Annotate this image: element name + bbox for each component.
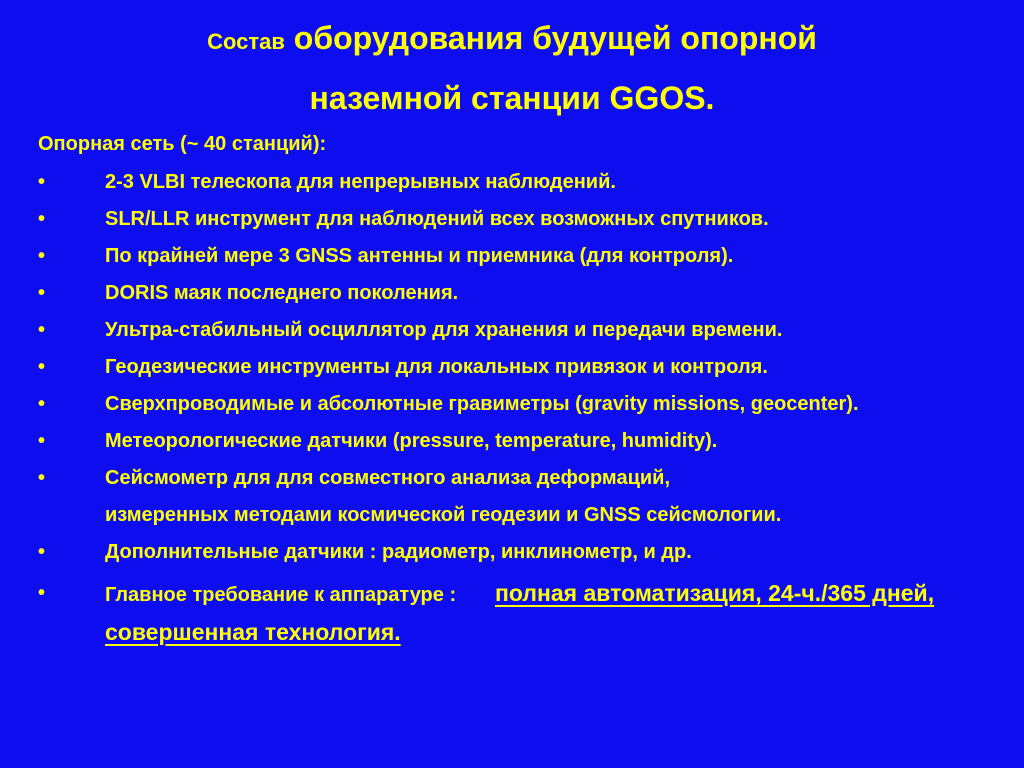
list-item [38,423,998,460]
list-item-requirement [38,575,998,653]
bullet-list [38,164,998,653]
bullet-icon: • [38,356,46,378]
list-item [38,386,998,423]
list-item [38,534,998,571]
subheading: Опорная сеть (~ 40 станций): [38,133,327,155]
slide-title-line2: наземной станции GGOS. [309,80,715,116]
list-item-text: Геодезические инструменты для локальных привязок и контроля. [105,356,768,378]
list-item [38,238,998,275]
bullet-icon: • [38,393,46,415]
title-line1-rest: оборудования будущей опорной [293,20,817,56]
list-item-text: Метеорологические датчики (pressure, temperature, humidity). [105,430,718,452]
list-item-text: SLR/LLR инструмент для наблюдений всех возможных спутников. [105,208,769,230]
list-item-text: Сейсмометр для для совместного анализа деформаций, измеренных методами космической геодезии и GNSS сейсмологии. [105,467,782,526]
list-item [38,201,998,238]
bullet-icon: • [38,467,46,489]
requirement-emphasis: полная автоматизация, 24-ч./365 дней, совершенная технология. [105,580,935,645]
bullet-icon: • [38,541,46,563]
requirement-label: Главное требование к аппаратуре : [105,584,462,606]
bullet-icon: • [38,171,46,193]
list-item-text: Дополнительные датчики : радиометр, инклинометр, и др. [105,541,692,563]
list-item-text: 2-3 VLBI телескопа для непрерывных наблюдений. [105,171,616,193]
list-item-text: Сверхпроводимые и абсолютные гравиметры (gravity missions, geocenter). [105,393,859,415]
list-item [38,275,998,312]
bullet-icon: • [38,430,46,452]
bullet-icon: • [38,582,46,604]
slide-title-line1 [0,20,1024,57]
slide-body [38,130,998,653]
bullet-icon: • [38,319,46,341]
list-item-text: Ультра-стабильный осциллятор для хранения и передачи времени. [105,319,783,341]
bullet-icon: • [38,245,46,267]
list-item-text: DORIS маяк последнего поколения. [105,282,459,304]
bullet-icon: • [38,208,46,230]
title-small-word: Состав [207,29,285,54]
list-item [38,164,998,201]
list-item [38,460,998,534]
list-item [38,312,998,349]
list-item [38,349,998,386]
bullet-icon: • [38,282,46,304]
list-item-text: По крайней мере 3 GNSS антенны и приемника (для контроля). [105,245,734,267]
